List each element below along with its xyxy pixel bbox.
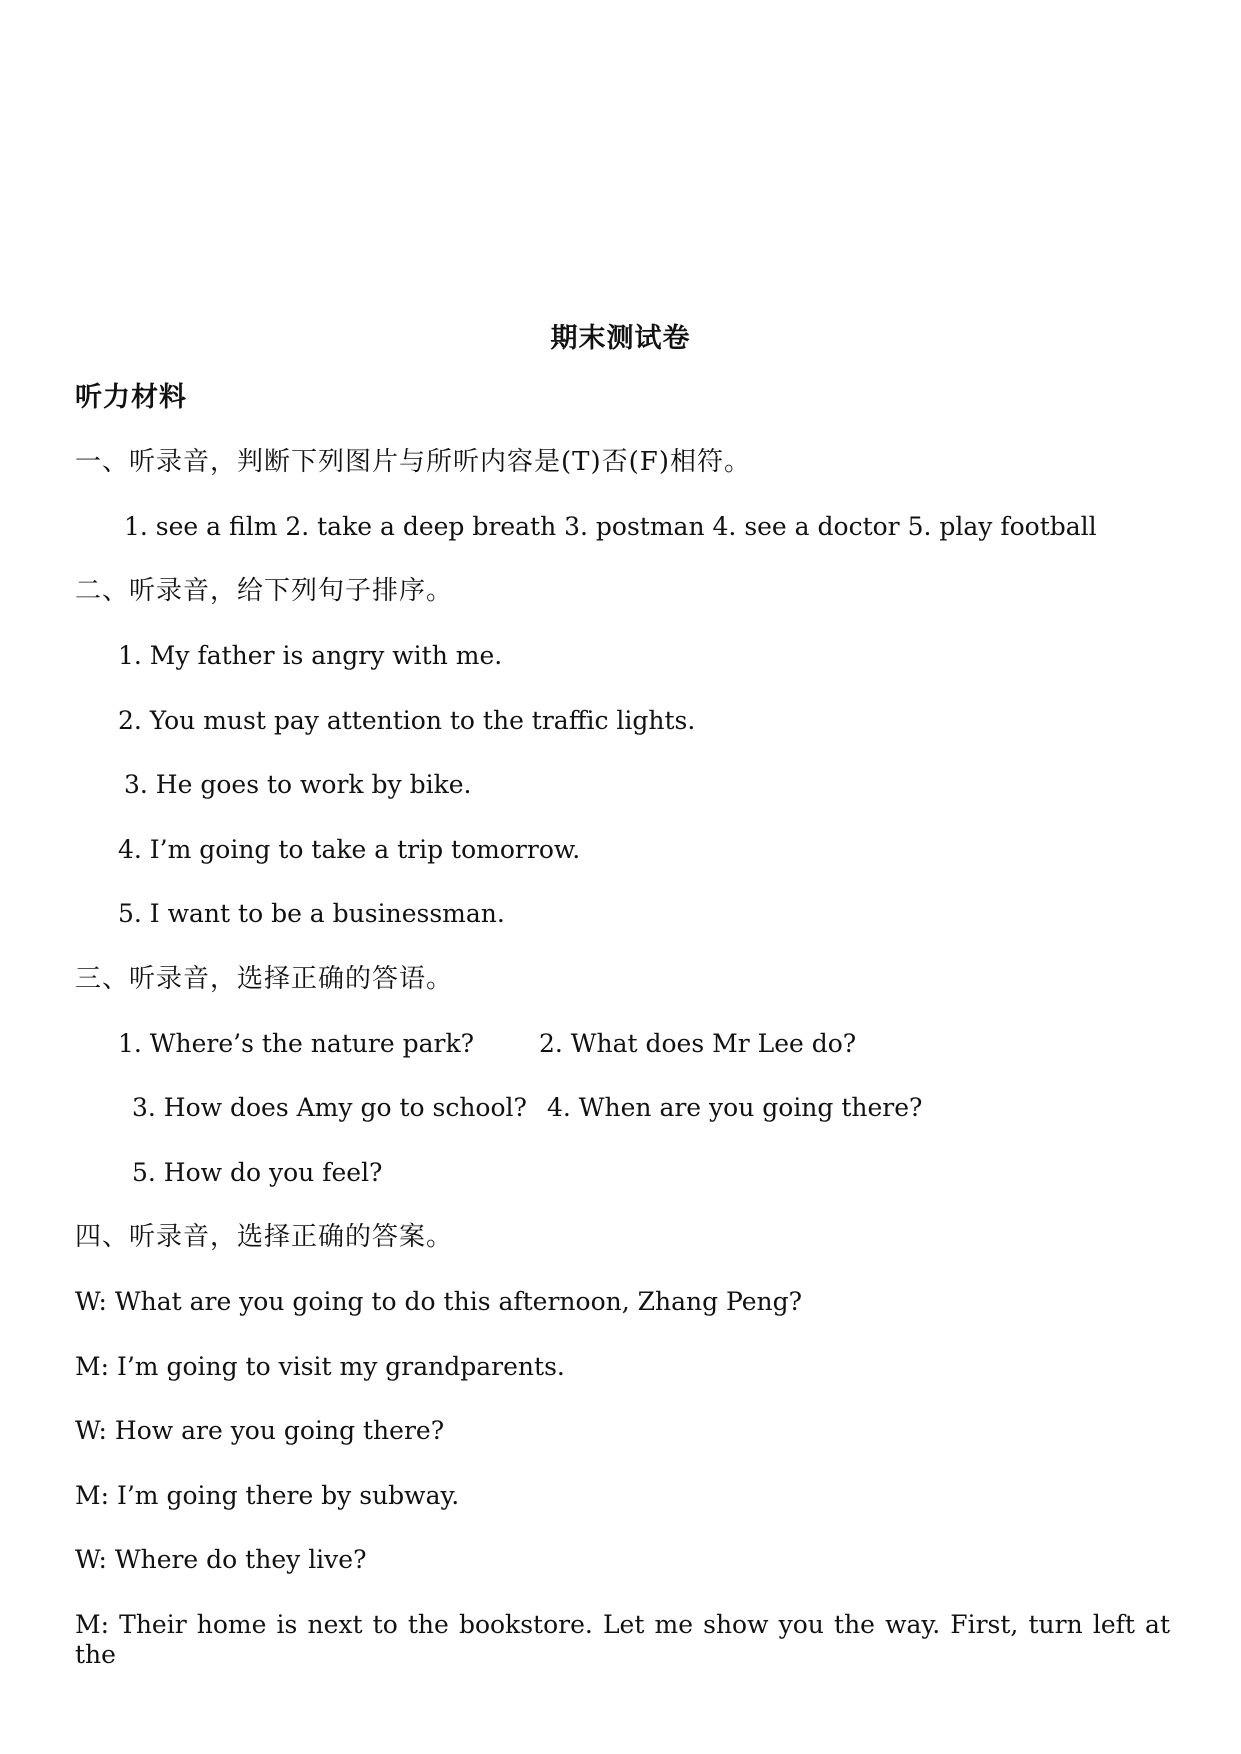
- dialogue-line-6: M: Their home is next to the bookstore. Let me show you the way. First, turn left at the: [75, 1610, 1170, 1669]
- page-title: 期末测试卷: [550, 323, 691, 354]
- part3-item-1: 1. Where’s the nature park?: [118, 1029, 475, 1058]
- part2-item-4: 4. I’m going to take a trip tomorrow.: [118, 835, 581, 864]
- dialogue-line-3: W: How are you going there?: [75, 1416, 445, 1445]
- part2-heading: 二、听录音，给下列句子排序。: [75, 576, 454, 606]
- part4-heading: 四、听录音，选择正确的答案。: [75, 1222, 454, 1252]
- dialogue-line-1: W: What are you going to do this afternoon, Zhang Peng?: [75, 1287, 803, 1316]
- section-subtitle: 听力材料: [75, 382, 187, 413]
- part3-heading: 三、听录音，选择正确的答语。: [75, 964, 454, 994]
- dialogue-line-5: W: Where do they live?: [75, 1545, 367, 1574]
- part2-item-5: 5. I want to be a businessman.: [118, 899, 505, 928]
- part2-item-1: 1. My father is angry with me.: [118, 641, 503, 670]
- part2-item-3: 3. He goes to work by bike.: [124, 770, 472, 799]
- dialogue-line-2: M: I’m going to visit my grandparents.: [75, 1352, 565, 1381]
- part3-item-4: 4. When are you going there?: [547, 1093, 923, 1122]
- part2-item-2: 2. You must pay attention to the traffic lights.: [118, 706, 696, 735]
- part3-item-2: 2. What does Mr Lee do?: [539, 1029, 857, 1058]
- dialogue-line-4: M: I’m going there by subway.: [75, 1481, 460, 1510]
- part1-items: 1. see a film 2. take a deep breath 3. postman 4. see a doctor 5. play football: [124, 512, 1097, 541]
- part1-heading: 一、听录音，判断下列图片与所听内容是(T)否(F)相符。: [75, 447, 751, 477]
- part3-item-3: 3. How does Amy go to school?: [132, 1093, 527, 1122]
- part3-item-5: 5. How do you feel?: [132, 1158, 383, 1187]
